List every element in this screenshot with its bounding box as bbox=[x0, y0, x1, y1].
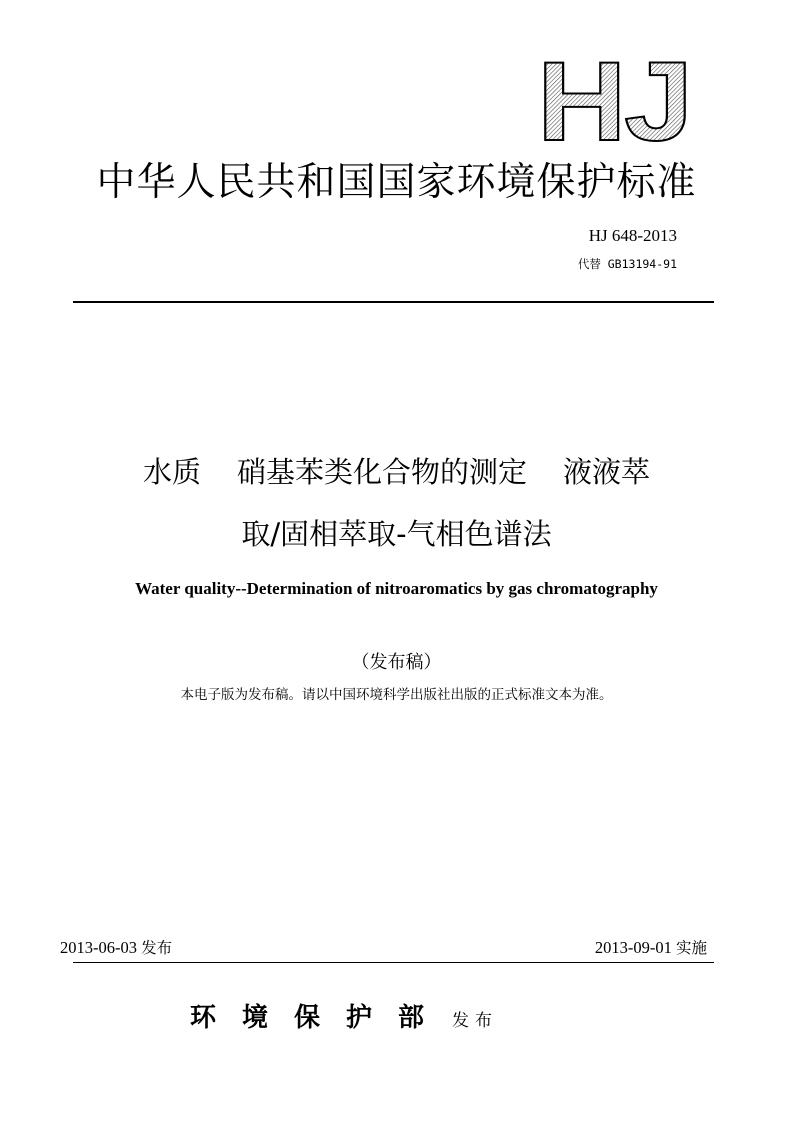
national-standard-title: 中华人民共和国国家环境保护标准 bbox=[96, 160, 697, 205]
publisher-action: 发布 bbox=[452, 1011, 499, 1031]
title-part-water-quality: 水质 bbox=[142, 455, 201, 489]
publisher-line bbox=[190, 1001, 498, 1038]
draft-note: 本电子版为发布稿。请以中国环境科学出版社出版的正式标准文本为准。 bbox=[180, 687, 613, 703]
implementation-date-word: 实施 bbox=[675, 939, 707, 957]
standard-number: HJ 648-2013 bbox=[588, 226, 677, 245]
issue-date-value: 2013-06-03 bbox=[60, 938, 137, 957]
hj-logo bbox=[534, 56, 694, 144]
implementation-date bbox=[595, 937, 707, 959]
replaces-standard: 代替 GB13194-91 bbox=[577, 257, 677, 271]
footer-divider bbox=[73, 962, 714, 963]
document-title-line-1 bbox=[0, 452, 793, 492]
implementation-date-value: 2013-09-01 bbox=[594, 938, 672, 957]
title-part-method-start: 液液萃 bbox=[563, 455, 651, 489]
english-title: Water quality--Determination of nitroaromatics by gas chromatography bbox=[135, 579, 658, 598]
issue-date bbox=[60, 937, 172, 959]
header-divider bbox=[73, 301, 714, 303]
title-part-determination: 硝基苯类化合物的测定 bbox=[236, 455, 527, 489]
draft-label: （发布稿） bbox=[351, 652, 442, 673]
svg-text:HJ: HJ bbox=[537, 56, 691, 144]
document-title-line-2: 取/固相萃取-气相色谱法 bbox=[241, 517, 552, 551]
issue-date-word: 发布 bbox=[141, 939, 173, 957]
publisher-name: 环境保护部 bbox=[190, 1003, 451, 1033]
